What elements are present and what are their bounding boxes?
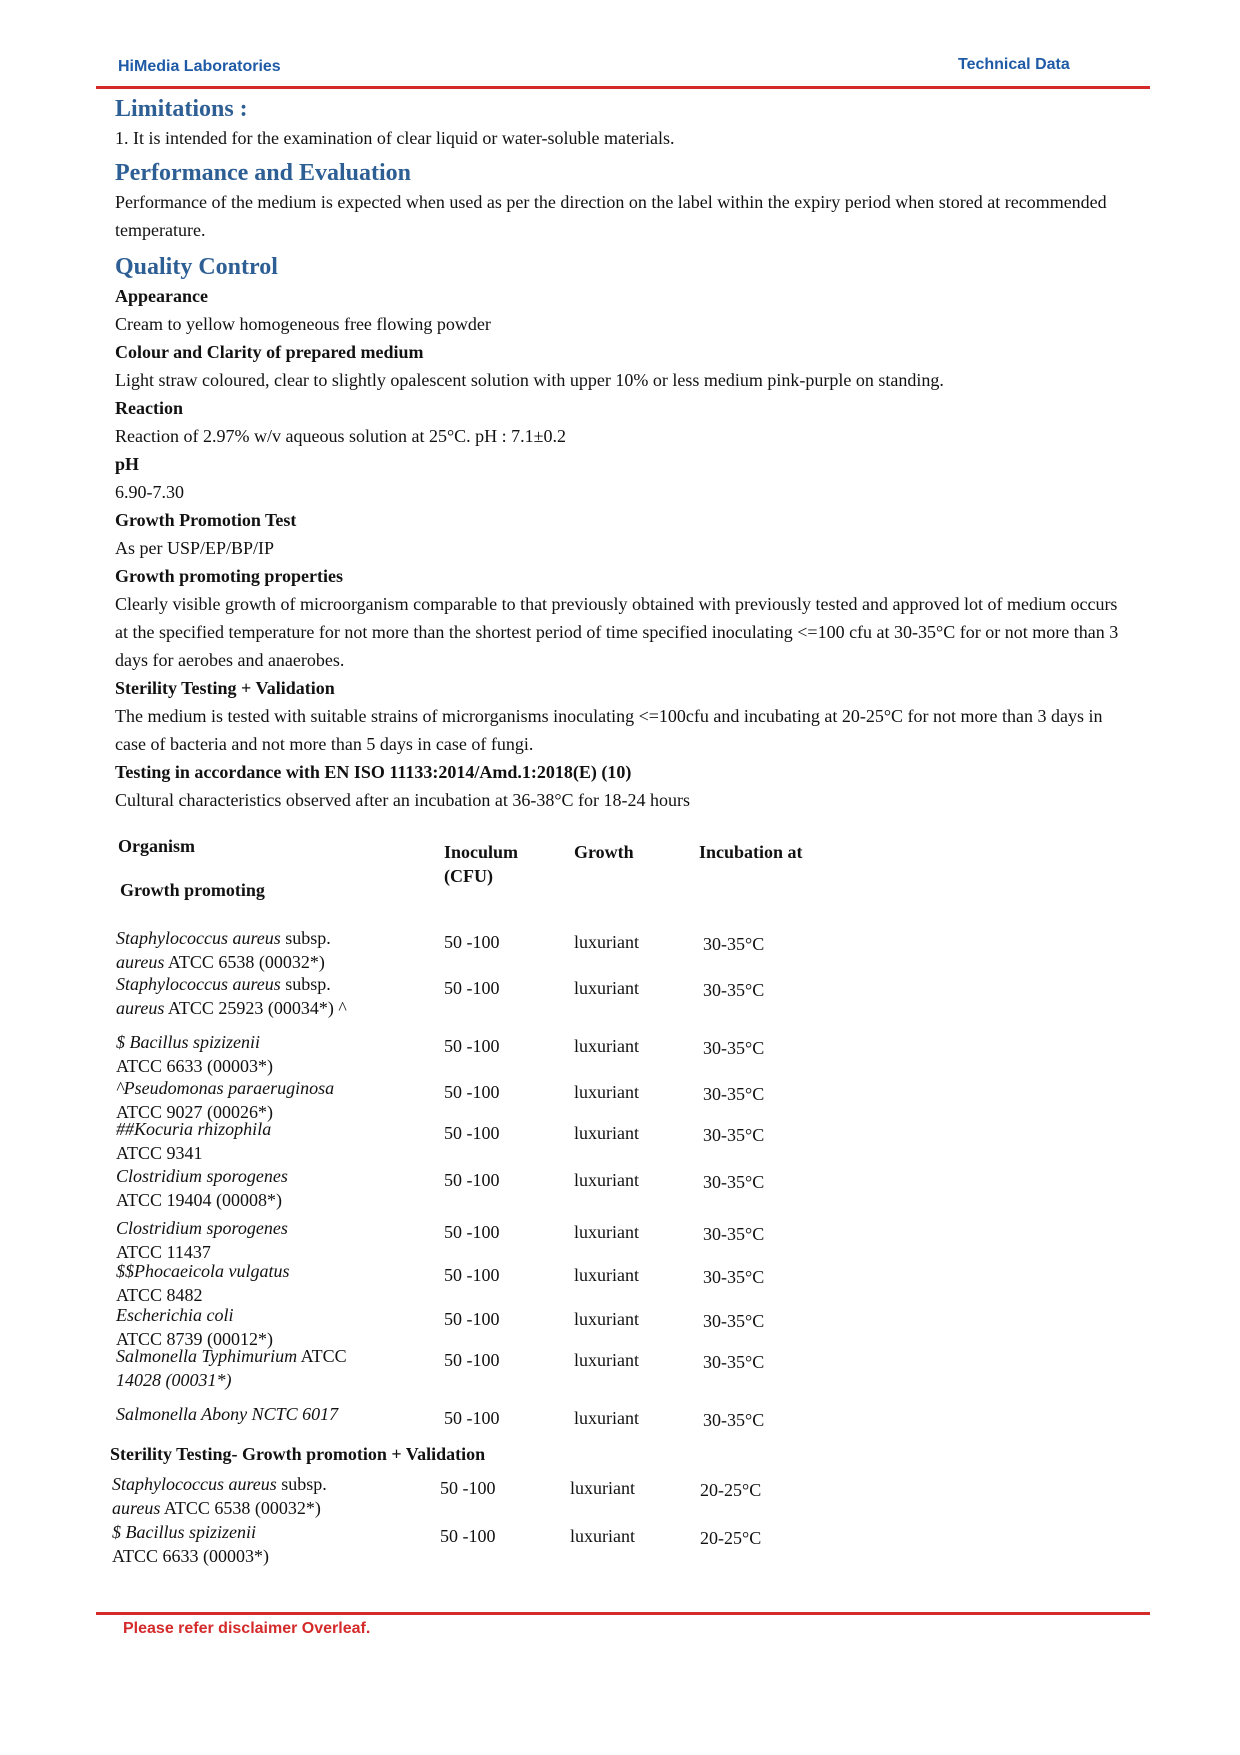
incubation-cell: 30-35°C — [703, 1172, 765, 1192]
limitations-title: Limitations : — [115, 96, 248, 122]
organism-line-2 — [116, 996, 446, 1020]
qc-text-ph: 6.90-7.30 — [115, 482, 184, 502]
organism-line-1 — [116, 926, 446, 950]
growth-cell: luxuriant — [574, 1265, 639, 1285]
organism-line-1 — [116, 1259, 446, 1283]
qc-label-growth-promotion-test: Growth Promotion Test — [115, 510, 297, 530]
organism-cell — [116, 926, 446, 974]
table-row — [110, 1344, 890, 1402]
growth-cell: luxuriant — [574, 978, 639, 998]
organism-cell — [112, 1520, 442, 1568]
organism-name: Staphylococcus aureus — [112, 1474, 277, 1494]
organism-line-2 — [116, 1368, 446, 1392]
growth-cell: luxuriant — [570, 1526, 635, 1546]
inoculum-cell: 50 -100 — [440, 1478, 496, 1498]
growth-cell: luxuriant — [574, 1036, 639, 1056]
table-row — [110, 1520, 890, 1566]
table-row — [110, 1076, 890, 1122]
strain-code: ATCC 8482 — [116, 1285, 203, 1305]
table-row — [110, 1472, 890, 1518]
growth-cell: luxuriant — [574, 1408, 639, 1428]
organism-detail: subsp. — [276, 1474, 327, 1494]
qc-text-growth-promotion-test: As per USP/EP/BP/IP — [115, 538, 275, 558]
organism-name-cont: 14028 (00031*) — [116, 1370, 232, 1390]
organism-name: Escherichia coli — [116, 1305, 234, 1325]
inoculum-cell: 50 -100 — [444, 1265, 500, 1285]
organism-line-2 — [116, 1141, 446, 1165]
organism-cell — [116, 1344, 446, 1392]
growth-cell: luxuriant — [574, 1350, 639, 1370]
qc-text-iso-testing: Cultural characteristics observed after an incubation at 36-38°C for 18-24 hours — [115, 790, 691, 810]
organism-cell — [116, 1259, 446, 1307]
incubation-cell: 30-35°C — [703, 1084, 765, 1104]
incubation-cell: 30-35°C — [703, 1224, 765, 1244]
organism-name: Salmonella Typhimurium — [116, 1346, 298, 1366]
organism-cell — [116, 972, 446, 1020]
growth-cell: luxuriant — [574, 1082, 639, 1102]
incubation-cell: 30-35°C — [703, 1267, 765, 1287]
document-type: Technical Data — [958, 56, 1070, 73]
header-inoculum-unit: (CFU) — [444, 866, 493, 886]
growth-cell: luxuriant — [574, 932, 639, 952]
strain-code: ATCC 8739 (00012*) — [116, 1329, 273, 1349]
incubation-cell: 30-35°C — [703, 980, 765, 1000]
header-organism: Organism — [118, 836, 196, 856]
inoculum-cell: 50 -100 — [444, 1222, 500, 1242]
organism-name: Salmonella Abony NCTC 6017 — [116, 1404, 339, 1424]
strain-code: ATCC 11437 — [116, 1242, 211, 1262]
organism-cell — [116, 1030, 446, 1078]
organism-line-1 — [116, 1402, 446, 1426]
table-header — [110, 834, 890, 926]
header-inoculum: Inoculum — [444, 842, 519, 862]
qc-label-colour-clarity: Colour and Clarity of prepared medium — [115, 342, 424, 362]
qc-text-sterility-testing: The medium is tested with suitable strains of microrganisms inoculating <=100cfu and incubating at 20-25°C for not more than 3 days in case of bacteria and not more than 5 days in case of fungi. — [115, 706, 1103, 754]
organism-line-1 — [116, 1303, 446, 1327]
inoculum-cell: 50 -100 — [444, 932, 500, 952]
growth-cell: luxuriant — [570, 1478, 635, 1498]
organism-name: Staphylococcus aureus — [116, 928, 281, 948]
performance-text: Performance of the medium is expected when used as per the direction on the label within the expiry period when stored at recommended temperature. — [115, 192, 1107, 240]
company-name: HiMedia Laboratories — [118, 58, 281, 75]
organism-line-2 — [116, 1054, 446, 1078]
inoculum-cell: 50 -100 — [440, 1526, 496, 1546]
growth-cell: luxuriant — [574, 1170, 639, 1190]
organism-name-cont: aureus — [116, 998, 165, 1018]
strain-code: ATCC 9027 (00026*) — [116, 1102, 273, 1122]
header-incubation: Incubation at — [699, 842, 803, 862]
qc-label-growth-promoting-properties: Growth promoting properties — [115, 566, 343, 586]
organism-line-1 — [116, 1216, 446, 1240]
organism-name-cont: aureus — [116, 952, 165, 972]
strain-code: ATCC 9341 — [116, 1143, 203, 1163]
strain-code: ATCC 6538 (00032*) — [164, 952, 325, 972]
table-row — [110, 926, 890, 972]
incubation-cell: 30-35°C — [703, 934, 765, 954]
incubation-cell: 30-35°C — [703, 1352, 765, 1372]
qc-label-sterility-testing: Sterility Testing + Validation — [115, 678, 335, 698]
organism-table — [110, 834, 890, 1566]
organism-line-1 — [112, 1472, 442, 1496]
organism-name: $ Bacillus spizizenii — [112, 1522, 256, 1542]
performance-title: Performance and Evaluation — [115, 160, 411, 186]
strain-code: ATCC 19404 (00008*) — [116, 1190, 282, 1210]
organism-line-2 — [116, 950, 446, 974]
organism-line-2 — [112, 1496, 442, 1520]
qc-text-reaction: Reaction of 2.97% w/v aqueous solution at 25°C. pH : 7.1±0.2 — [115, 426, 567, 446]
qc-label-ph: pH — [115, 454, 140, 474]
organism-line-1 — [116, 972, 446, 996]
inoculum-cell: 50 -100 — [444, 978, 500, 998]
organism-name: Clostridium sporogenes — [116, 1218, 288, 1238]
organism-cell — [116, 1164, 446, 1212]
growth-cell: luxuriant — [574, 1222, 639, 1242]
inoculum-cell: 50 -100 — [444, 1170, 500, 1190]
organism-cell — [116, 1216, 446, 1264]
organism-detail: subsp. — [280, 928, 331, 948]
organism-cell — [112, 1472, 442, 1520]
organism-detail: ATCC — [297, 1346, 347, 1366]
table-row — [110, 1164, 890, 1216]
organism-line-1 — [112, 1520, 442, 1544]
incubation-cell: 30-35°C — [703, 1125, 765, 1145]
organism-line-1 — [116, 1344, 446, 1368]
footer-divider — [96, 1612, 1150, 1615]
qc-label-appearance: Appearance — [115, 286, 208, 306]
table-row — [110, 1259, 890, 1303]
quality-control-title: Quality Control — [115, 254, 278, 280]
organism-detail: subsp. — [280, 974, 331, 994]
table-row — [110, 1216, 890, 1262]
disclaimer-note: Please refer disclaimer Overleaf. — [123, 1620, 371, 1637]
main-content — [115, 92, 1125, 814]
qc-text-growth-promoting-properties: Clearly visible growth of microorganism comparable to that previously obtained with previously tested and approved lot of medium occurs at the specified temperature for not more than the shortest period of time specified inoculating <=100 cfu at 30-35°C for or not more than 3 days for aerobes and anaerobes. — [115, 594, 1119, 670]
header-divider — [96, 86, 1150, 89]
organism-line-1 — [116, 1117, 446, 1141]
organism-name: Clostridium sporogenes — [116, 1166, 288, 1186]
inoculum-cell: 50 -100 — [444, 1408, 500, 1428]
organism-name: $$Phocaeicola vulgatus — [116, 1261, 290, 1281]
strain-code: ATCC 6633 (00003*) — [116, 1056, 273, 1076]
strain-code: ATCC 6633 (00003*) — [112, 1546, 269, 1566]
table-row — [110, 1030, 890, 1076]
organism-name: ^Pseudomonas paraeruginosa — [116, 1078, 335, 1098]
incubation-cell: 30-35°C — [703, 1410, 765, 1430]
inoculum-cell: 50 -100 — [444, 1309, 500, 1329]
qc-label-iso-testing: Testing in accordance with EN ISO 11133:2014/Amd.1:2018(E) (10) — [115, 762, 632, 782]
header-growth: Growth — [574, 842, 634, 862]
inoculum-cell: 50 -100 — [444, 1350, 500, 1370]
incubation-cell: 20-25°C — [700, 1528, 762, 1548]
incubation-cell: 30-35°C — [703, 1311, 765, 1331]
header-growth-promoting: Growth promoting — [120, 880, 265, 900]
qc-label-reaction: Reaction — [115, 398, 183, 418]
table-row — [110, 1117, 890, 1164]
organism-cell — [116, 1117, 446, 1165]
qc-text-appearance: Cream to yellow homogeneous free flowing powder — [115, 314, 491, 334]
growth-cell: luxuriant — [574, 1123, 639, 1143]
organism-line-1 — [116, 1030, 446, 1054]
incubation-cell: 20-25°C — [700, 1480, 762, 1500]
organism-line-1 — [116, 1164, 446, 1188]
organism-line-2 — [112, 1544, 442, 1568]
organism-name-cont: aureus — [112, 1498, 161, 1518]
organism-name: Staphylococcus aureus — [116, 974, 281, 994]
incubation-cell: 30-35°C — [703, 1038, 765, 1058]
table-row — [110, 1303, 890, 1349]
inoculum-cell: 50 -100 — [444, 1036, 500, 1056]
strain-code: ATCC 25923 (00034*) ^ — [164, 998, 347, 1018]
inoculum-cell: 50 -100 — [444, 1123, 500, 1143]
organism-cell — [116, 1402, 446, 1426]
organism-name: ##Kocuria rhizophila — [116, 1119, 272, 1139]
sterility-section-title: Sterility Testing- Growth promotion + Validation — [110, 1444, 486, 1464]
organism-line-1 — [116, 1076, 446, 1100]
organism-name: $ Bacillus spizizenii — [116, 1032, 260, 1052]
strain-code: ATCC 6538 (00032*) — [160, 1498, 321, 1518]
limitations-text: 1. It is intended for the examination of clear liquid or water-soluble materials. — [115, 128, 675, 148]
table-row — [110, 1402, 890, 1442]
inoculum-cell: 50 -100 — [444, 1082, 500, 1102]
table-row — [110, 972, 890, 1030]
growth-cell: luxuriant — [574, 1309, 639, 1329]
organism-line-2 — [116, 1188, 446, 1212]
qc-text-colour-clarity: Light straw coloured, clear to slightly opalescent solution with upper 10% or less medium pink-purple on standing. — [115, 370, 944, 390]
